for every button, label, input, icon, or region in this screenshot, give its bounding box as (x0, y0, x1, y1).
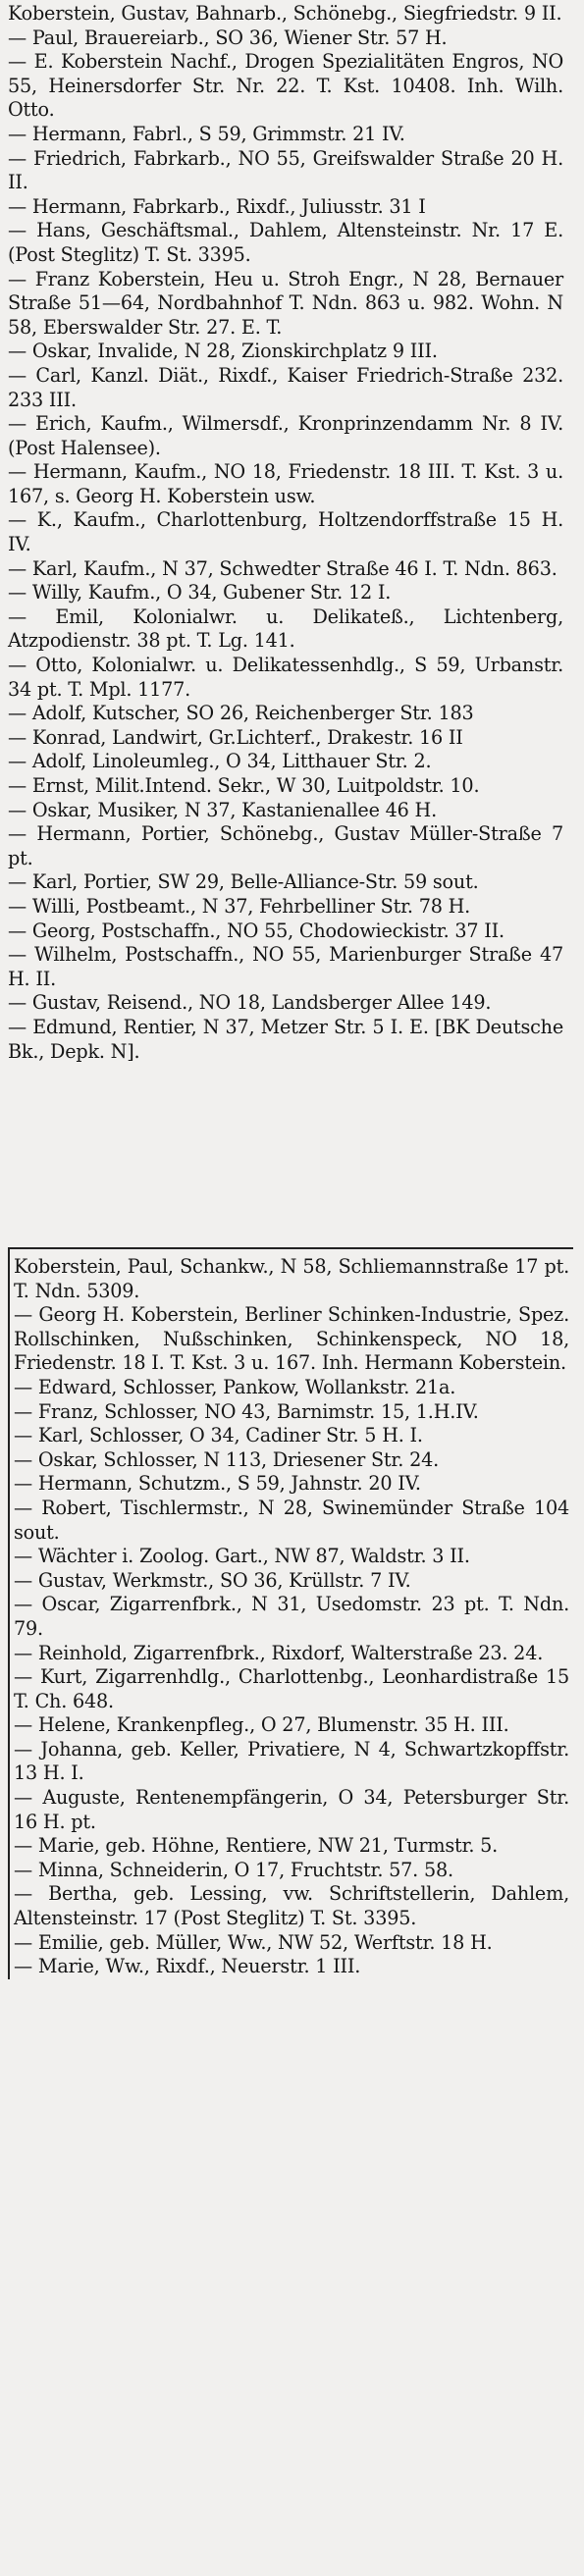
directory-entry: — Hermann, Fabrkarb., Rixdf., Juliusstr. 31 I (8, 194, 426, 218)
directory-entry: — Helene, Krankenpfleg., O 27, Blumenstr. 35 H. III. (14, 1713, 509, 1737)
directory-entry: — Georg H. Koberstein, Berliner Schinken-Industrie, Spez. Rollschinken, Nußschinken, Schinkenspeck, NO 18, Friedenstr. 18 I. T. Kst. 3 u. 167. Inh. Hermann Koberstein. (14, 1303, 569, 1375)
directory-entry: — Robert, Tischlermstr., N 28, Swinemünder Straße 104 sout. (14, 1496, 569, 1544)
directory-entry: — Willi, Postbeamt., N 37, Fehrbelliner Str. 78 H. (8, 894, 471, 918)
directory-entry: — Emil, Kolonialwr. u. Delikateß., Lichtenberg, Atzpodienstr. 38 pt. T. Lg. 141. (8, 605, 563, 653)
directory-entry: — Franz, Schlosser, NO 43, Barnimstr. 15, 1.H.IV. (14, 1399, 479, 1423)
directory-entry: — Georg, Postschaffn., NO 55, Chodowieckistr. 37 II. (8, 919, 504, 942)
directory-entry: — Marie, geb. Höhne, Rentiere, NW 21, Turmstr. 5. (14, 1834, 499, 1858)
directory-entry: — Willy, Kaufm., O 34, Gubener Str. 12 I. (8, 581, 392, 605)
directory-entry: — Wächter i. Zoolog. Gart., NW 87, Waldstr. 3 II. (14, 1545, 470, 1568)
directory-entry: — Hermann, Kaufm., NO 18, Friedenstr. 18 III. T. Kst. 3 u. 167, s. Georg H. Koberstein usw. (8, 460, 563, 507)
directory-entry: — Karl, Kaufm., N 37, Schwedter Straße 46 I. T. Ndn. 863. (8, 556, 557, 580)
directory-entry: — Carl, Kanzl. Diät., Rixdf., Kaiser Friedrich-Straße 232. 233 III. (8, 363, 563, 411)
directory-entry: — Marie, Ww., Rixdf., Neuerstr. 1 III. (14, 1955, 361, 1978)
directory-entry: — Oscar, Zigarrenfbrk., N 31, Usedomstr. 23 pt. T. Ndn. 79. (14, 1593, 569, 1640)
directory-entry: — Hermann, Schutzm., S 59, Jahnstr. 20 IV. (14, 1472, 421, 1496)
directory-entry: — Reinhold, Zigarrenfbrk., Rixdorf, Walterstraße 23. 24. (14, 1641, 544, 1664)
directory-entry: — Friedrich, Fabrkarb., NO 55, Greifswalder Straße 20 H. II. (8, 146, 563, 194)
directory-entry: — Karl, Portier, SW 29, Belle-Alliance-Str. 59 sout. (8, 870, 479, 894)
directory-column-2 (8, 1247, 573, 1979)
directory-entry: — Adolf, Kutscher, SO 26, Reichenberger Str. 183 (8, 702, 474, 725)
directory-entry: — E. Koberstein Nachf., Drogen Spezialitäten Engros, NO 55, Heinersdorfer Str. Nr. 22. T. Kst. 10408. Inh. Wilh. Otto. (8, 50, 563, 122)
directory-entry: — Erich, Kaufm., Wilmersdf., Kronprinzendamm Nr. 8 IV. (Post Halensee). (8, 412, 563, 459)
directory-entry: — Oskar, Invalide, N 28, Zionskirchplatz 9 III. (8, 340, 438, 363)
directory-entry: — Oskar, Musiker, N 37, Kastanienallee 46 H. (8, 798, 437, 821)
directory-entry: — Ernst, Milit.Intend. Sekr., W 30, Luitpoldstr. 10. (8, 774, 480, 797)
directory-entry: — Edmund, Rentier, N 37, Metzer Str. 5 I. E. [BK Deutsche Bk., Depk. N]. (8, 1015, 563, 1063)
directory-entry: — Auguste, Rentenempfängerin, O 34, Petersburger Str. 16 H. pt. (14, 1786, 569, 1833)
directory-entry: — Edward, Schlosser, Pankow, Wollankstr. 21a. (14, 1375, 456, 1398)
directory-entry: — Karl, Schlosser, O 34, Cadiner Str. 5 H. I. (14, 1424, 423, 1447)
directory-entry: — Adolf, Linoleumleg., O 34, Litthauer Str. 2. (8, 750, 432, 773)
directory-entry: — Wilhelm, Postschaffn., NO 55, Marienburger Straße 47 H. II. (8, 943, 563, 990)
directory-entry: — Minna, Schneiderin, O 17, Fruchtstr. 57. 58. (14, 1858, 453, 1881)
directory-entry: — Paul, Brauereiarb., SO 36, Wiener Str. 57 H. (8, 26, 448, 49)
directory-entry: — Hans, Geschäftsmal., Dahlem, Altensteinstr. Nr. 17 E. (Post Steglitz) T. St. 3395. (8, 219, 563, 266)
directory-entry: — Hermann, Portier, Schönebg., Gustav Müller-Straße 7 pt. (8, 822, 563, 869)
directory-entry: — Bertha, geb. Lessing, vw. Schriftstellerin, Dahlem, Altensteinstr. 17 (Post Steglitz) T. St. 3395. (14, 1882, 569, 1930)
directory-entry: — Gustav, Reisend., NO 18, Landsberger Allee 149. (8, 991, 492, 1015)
directory-entry: Koberstein, Paul, Schankw., N 58, Schliemannstraße 17 pt. T. Ndn. 5309. (14, 1255, 569, 1302)
directory-entry: — Otto, Kolonialwr. u. Delikatessenhdlg., S 59, Urbanstr. 34 pt. T. Mpl. 1177. (8, 654, 563, 701)
directory-entry: — Hermann, Fabrl., S 59, Grimmstr. 21 IV. (8, 122, 405, 145)
directory-entry: — Oskar, Schlosser, N 113, Driesener Str. 24. (14, 1447, 440, 1471)
directory-entry: — Gustav, Werkmstr., SO 36, Krüllstr. 7 IV. (14, 1568, 411, 1592)
directory-entry: — Johanna, geb. Keller, Privatiere, N 4, Schwartzkopffstr. 13 H. I. (14, 1737, 569, 1785)
directory-entry: — Kurt, Zigarrenhdlg., Charlottenbg., Leonhardistraße 15 T. Ch. 648. (14, 1665, 569, 1712)
directory-column-1 (8, 2, 567, 1064)
directory-entry: — Franz Koberstein, Heu u. Stroh Engr., N 28, Bernauer Straße 51—64, Nordbahnhof T. Ndn. 863 u. 982. Wohn. N 58, Eberswalder Str. 27. E. T. (8, 267, 563, 339)
directory-entry: — Emilie, geb. Müller, Ww., NW 52, Werftstr. 18 H. (14, 1930, 493, 1954)
directory-entry: Koberstein, Gustav, Bahnarb., Schönebg., Siegfriedstr. 9 II. (8, 2, 562, 25)
directory-entry: — K., Kaufm., Charlottenburg, Holtzendorffstraße 15 H. IV. (8, 508, 563, 556)
directory-entry: — Konrad, Landwirt, Gr.Lichterf., Drakestr. 16 II (8, 725, 463, 749)
